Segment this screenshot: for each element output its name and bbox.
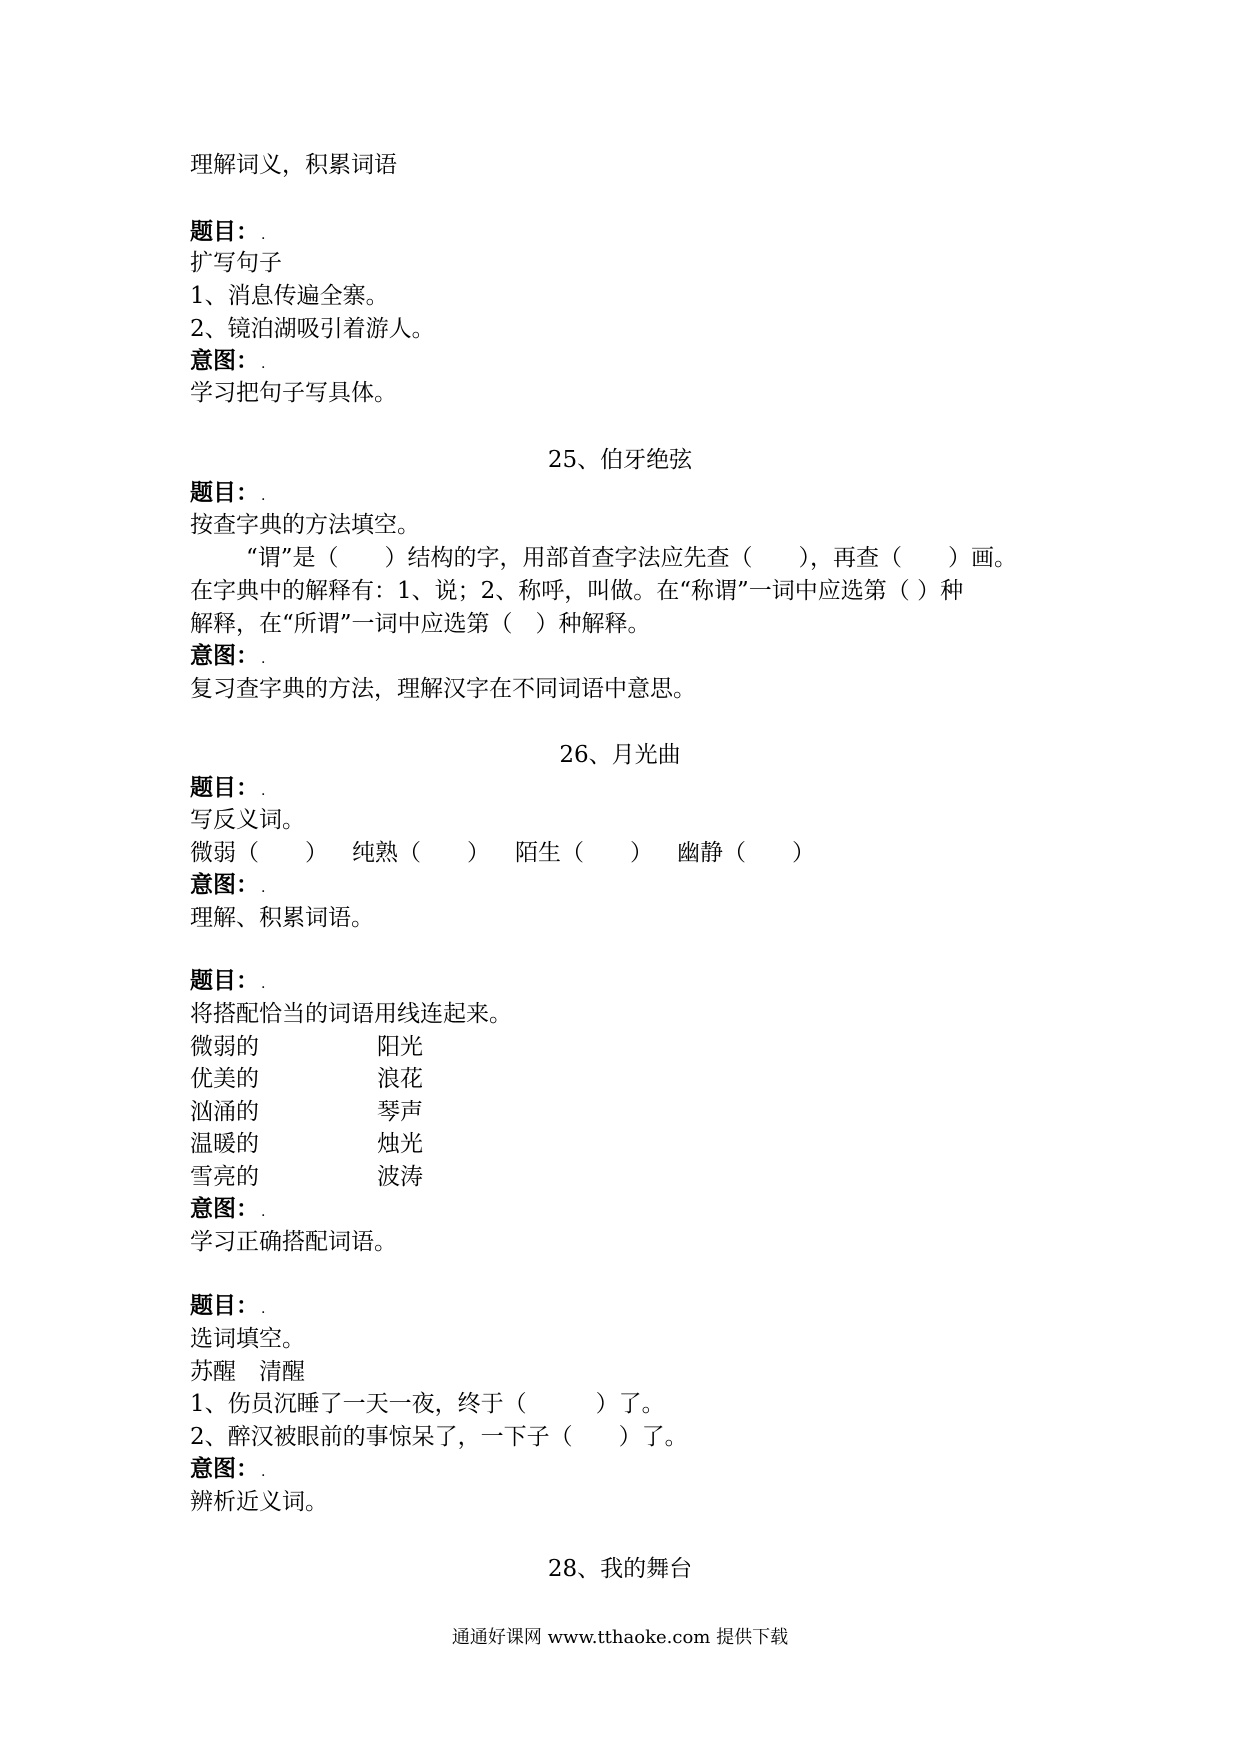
question-heading: 题目： . — [190, 478, 265, 511]
question-task: 选词填空。 — [190, 1326, 305, 1352]
footer-credit: 通通好课网 www.tthaoke.com 提供下载 — [451, 1627, 789, 1648]
antonym-item: 微弱（ ） — [190, 840, 328, 866]
intent-text: 复习查字典的方法，理解汉字在不同词语中意思。 — [190, 676, 696, 702]
intent-text: 辨析近义词。 — [190, 1489, 328, 1515]
question-task: 扩写句子 — [190, 250, 282, 276]
match-left-item: 微弱的 — [190, 1034, 259, 1060]
match-left-item: 汹涌的 — [190, 1099, 259, 1125]
word-options: 苏醒 清醒 — [190, 1359, 305, 1385]
antonym-item: 陌生（ ） — [515, 840, 653, 866]
question-item: 2、镜泊湖吸引着游人。 — [190, 316, 435, 342]
intent-heading: 意图： . — [190, 1194, 265, 1227]
lesson-title: 25、伯牙绝弦 — [547, 447, 693, 473]
question-task: 写反义词。 — [190, 807, 305, 833]
intent-heading: 意图： . — [190, 1454, 265, 1487]
match-right-item: 阳光 — [377, 1034, 423, 1060]
match-right-item: 浪花 — [377, 1066, 423, 1092]
intent-heading: 意图： . — [190, 346, 265, 379]
match-right-item: 波涛 — [377, 1164, 423, 1190]
match-left-item: 雪亮的 — [190, 1164, 259, 1190]
lesson-title: 26、月光曲 — [559, 742, 681, 768]
match-right-item: 烛光 — [377, 1131, 423, 1157]
intent-text: 学习正确搭配词语。 — [190, 1229, 397, 1255]
antonym-item: 纯熟（ ） — [352, 840, 490, 866]
match-left-item: 温暖的 — [190, 1131, 259, 1157]
question-heading: 题目： . — [190, 773, 265, 806]
question-item: 1、消息传遍全寨。 — [190, 283, 389, 309]
match-left-item: 优美的 — [190, 1066, 259, 1092]
intent-heading: 意图： . — [190, 870, 265, 903]
question-heading: 题目： . — [190, 1291, 265, 1324]
question-text: 在字典中的解释有：1、说；2、称呼，叫做。在“称谓”一词中应选第（ ）种 — [190, 578, 964, 604]
question-item: 1、伤员沉睡了一天一夜，终于（ ）了。 — [190, 1391, 665, 1417]
question-text: 解释，在“所谓”一词中应选第（ ）种解释。 — [190, 611, 651, 637]
intent-text: 学习把句子写具体。 — [190, 380, 397, 406]
question-heading: 题目： . — [190, 966, 265, 999]
intent-text: 理解词义，积累词语 — [190, 152, 397, 178]
lesson-title: 28、我的舞台 — [547, 1556, 693, 1582]
intent-text: 理解、积累词语。 — [190, 905, 374, 931]
match-right-item: 琴声 — [377, 1099, 423, 1125]
question-item: 2、醉汉被眼前的事惊呆了，一下子（ ）了。 — [190, 1424, 688, 1450]
question-task: 按查字典的方法填空。 — [190, 512, 420, 538]
question-heading: 题目： . — [190, 217, 265, 250]
intent-heading: 意图： . — [190, 641, 265, 674]
question-text: “谓”是（ ）结构的字，用部首查字法应先查（ ），再查（ ）画。 — [246, 545, 1018, 571]
question-task: 将搭配恰当的词语用线连起来。 — [190, 1001, 512, 1027]
antonym-item: 幽静（ ） — [677, 840, 815, 866]
